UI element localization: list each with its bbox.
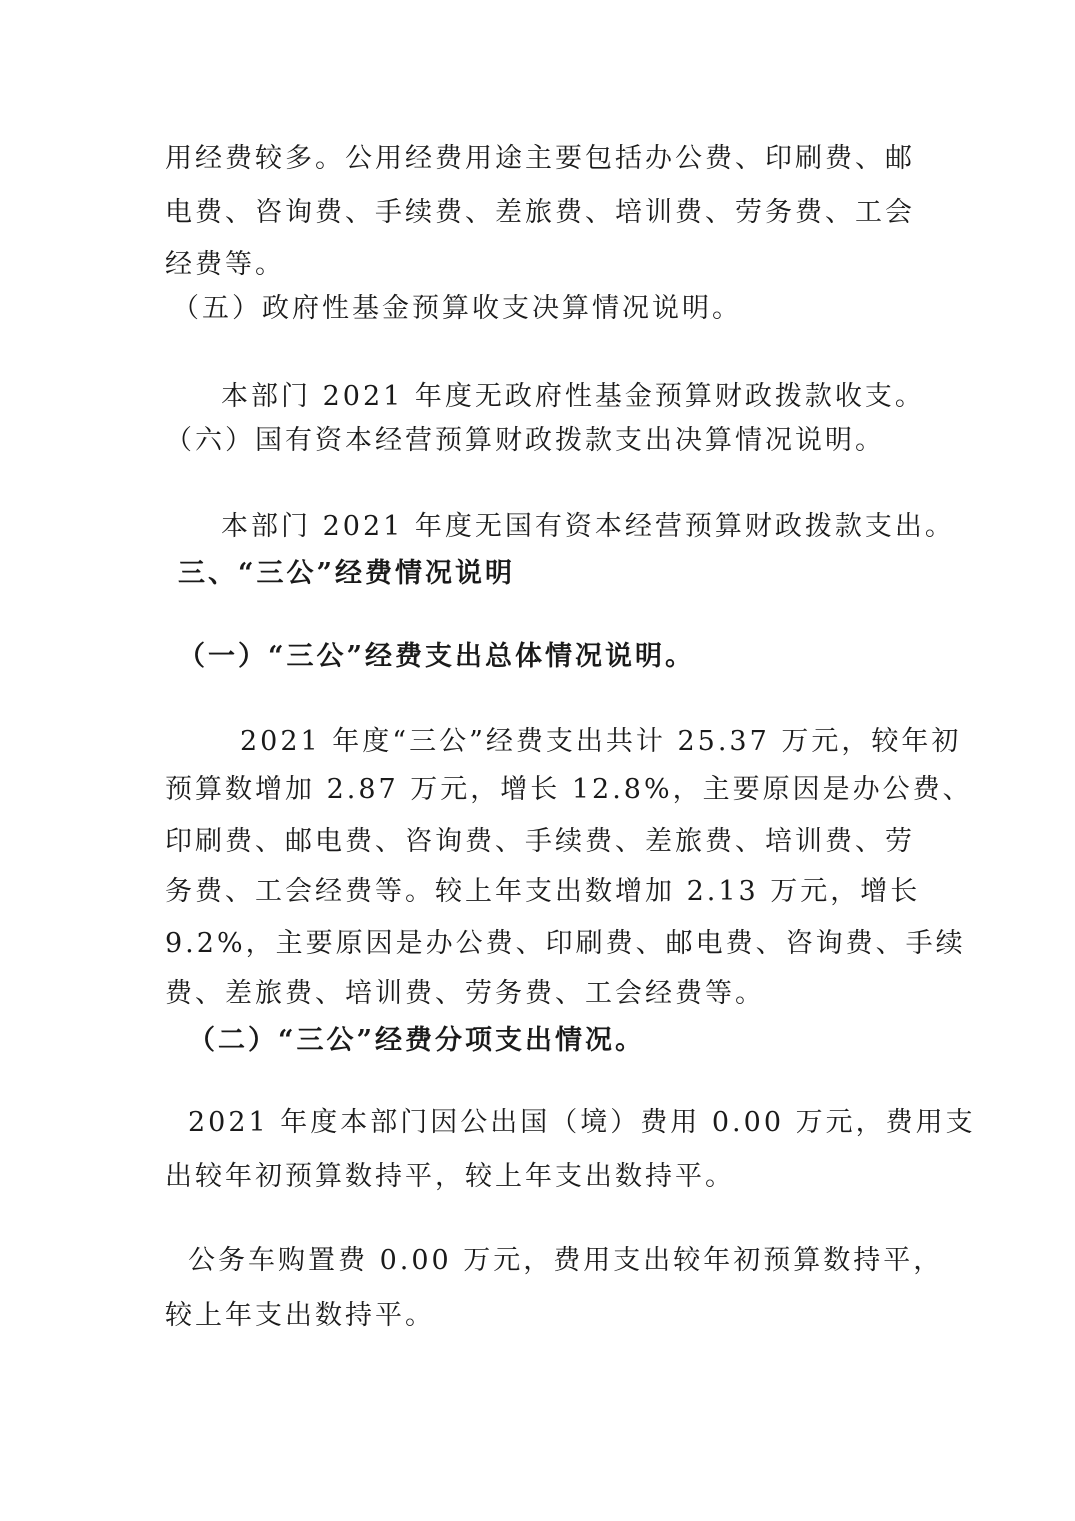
section-heading-5: （五）政府性基金预算收支决算情况说明。 xyxy=(172,293,742,324)
body-line: 务费、工会经费等。较上年支出数增加 2.13 万元，增长 xyxy=(165,876,921,907)
body-line: 出较年初预算数持平，较上年支出数持平。 xyxy=(165,1161,735,1192)
chapter-heading: 三、“三公”经费情况说明 xyxy=(178,558,516,589)
section-heading-6: （六）国有资本经营预算财政拨款支出决算情况说明。 xyxy=(165,425,885,456)
body-line: 本部门 2021 年度无政府性基金预算财政拨款收支。 xyxy=(221,381,925,412)
body-line: 较上年支出数持平。 xyxy=(165,1300,435,1331)
body-line: 电费、咨询费、手续费、差旅费、培训费、劳务费、工会 xyxy=(165,197,915,228)
body-line: 本部门 2021 年度无国有资本经营预算财政拨款支出。 xyxy=(221,511,955,542)
subsection-heading-2: （二）“三公”经费分项支出情况。 xyxy=(188,1025,646,1056)
body-line: 用经费较多。公用经费用途主要包括办公费、印刷费、邮 xyxy=(165,143,915,174)
body-line: 公务车购置费 0.00 万元，费用支出较年初预算数持平， xyxy=(188,1245,944,1276)
body-line: 经费等。 xyxy=(165,249,285,280)
body-line: 印刷费、邮电费、咨询费、手续费、差旅费、培训费、劳 xyxy=(165,826,915,857)
body-line: 费、差旅费、培训费、劳务费、工会经费等。 xyxy=(165,978,765,1009)
subsection-heading-1: （一）“三公”经费支出总体情况说明。 xyxy=(178,641,696,672)
body-line: 预算数增加 2.87 万元，增长 12.8%，主要原因是办公费、 xyxy=(165,774,973,805)
body-line: 2021 年度“三公”经费支出共计 25.37 万元，较年初 xyxy=(240,726,962,757)
body-line: 2021 年度本部门因公出国（境）费用 0.00 万元，费用支 xyxy=(188,1107,976,1138)
body-line: 9.2%，主要原因是办公费、印刷费、邮电费、咨询费、手续 xyxy=(165,928,966,959)
